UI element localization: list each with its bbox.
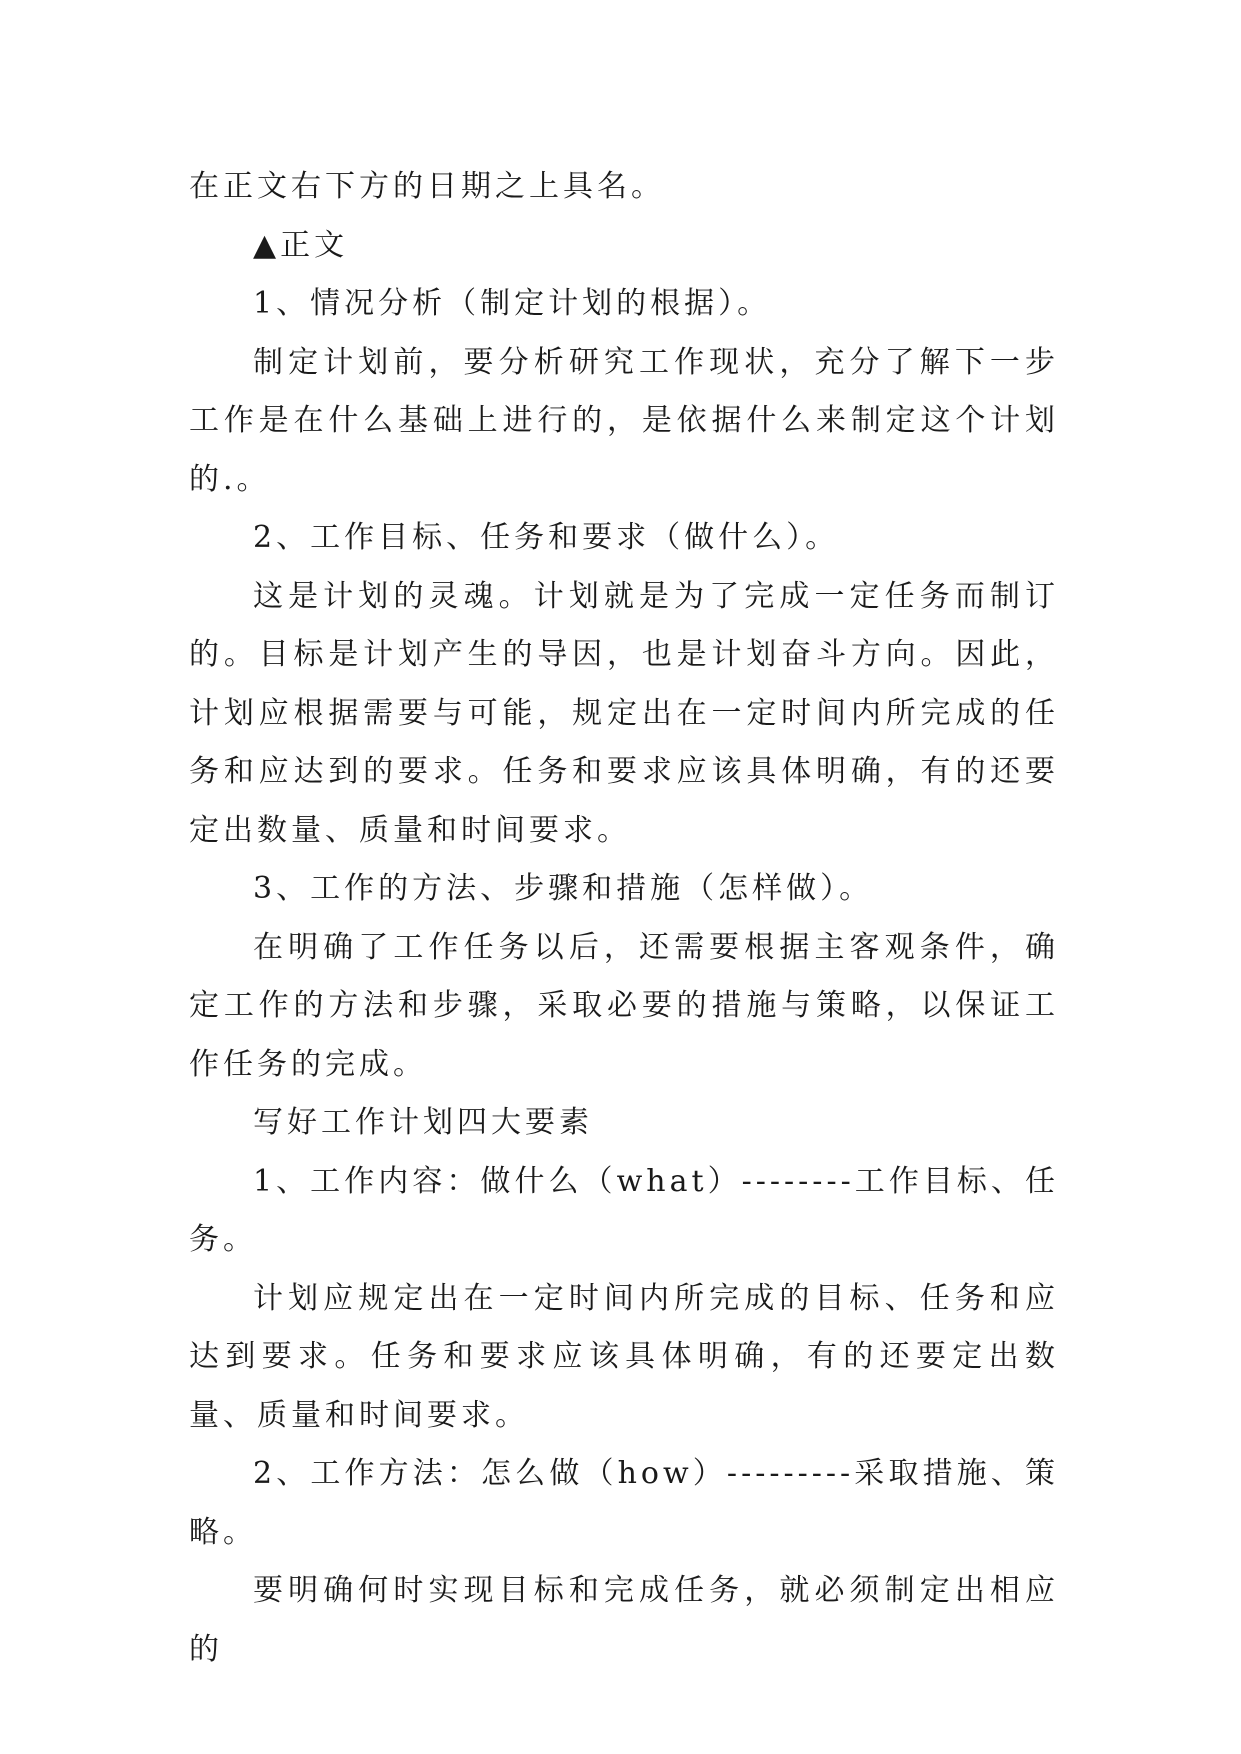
- heading-work-content: 1、工作内容：做什么（what）--------工作目标、任务。: [189, 1163, 1059, 1257]
- paragraph-work-content: 计划应规定出在一定时间内所完成的目标、任务和应达到要求。任务和要求应该具体明确，有的还要定出数量、质量和时间要求。: [189, 1280, 1059, 1433]
- paragraph-work-method: 要明确何时实现目标和完成任务，就必须制定出相应的: [189, 1573, 1059, 1667]
- heading-body-section: ▲正文: [253, 227, 349, 263]
- paragraph-methods-steps: 在明确了工作任务以后，还需要根据主客观条件，确定工作的方法和步骤，采取必要的措施与策略，以保证工作任务的完成。: [189, 929, 1059, 1082]
- heading-work-method: 2、工作方法：怎么做（how）---------采取措施、策略。: [189, 1456, 1059, 1550]
- heading-four-elements: 写好工作计划四大要素: [253, 1105, 593, 1140]
- heading-situation-analysis: 1、情况分析（制定计划的根据）。: [253, 286, 772, 321]
- paragraph-signature-note: 在正文右下方的日期之上具名。: [189, 169, 665, 204]
- heading-goals-tasks: 2、工作目标、任务和要求（做什么）。: [253, 520, 840, 555]
- paragraph-goals-tasks: 这是计划的灵魂。计划就是为了完成一定任务而制订的。目标是计划产生的导因，也是计划奋斗方向。因此，计划应根据需要与可能，规定出在一定时间内所完成的任务和应达到的要求。任务和要求应该具体明确，有的还要定出数量、质量和时间要求。: [189, 578, 1059, 848]
- paragraph-situation-analysis: 制定计划前，要分析研究工作现状，充分了解下一步工作是在什么基础上进行的，是依据什么来制定这个计划的.。: [189, 344, 1059, 497]
- heading-methods-steps: 3、工作的方法、步骤和措施（怎样做）。: [253, 871, 874, 906]
- document-body: [189, 158, 1059, 1679]
